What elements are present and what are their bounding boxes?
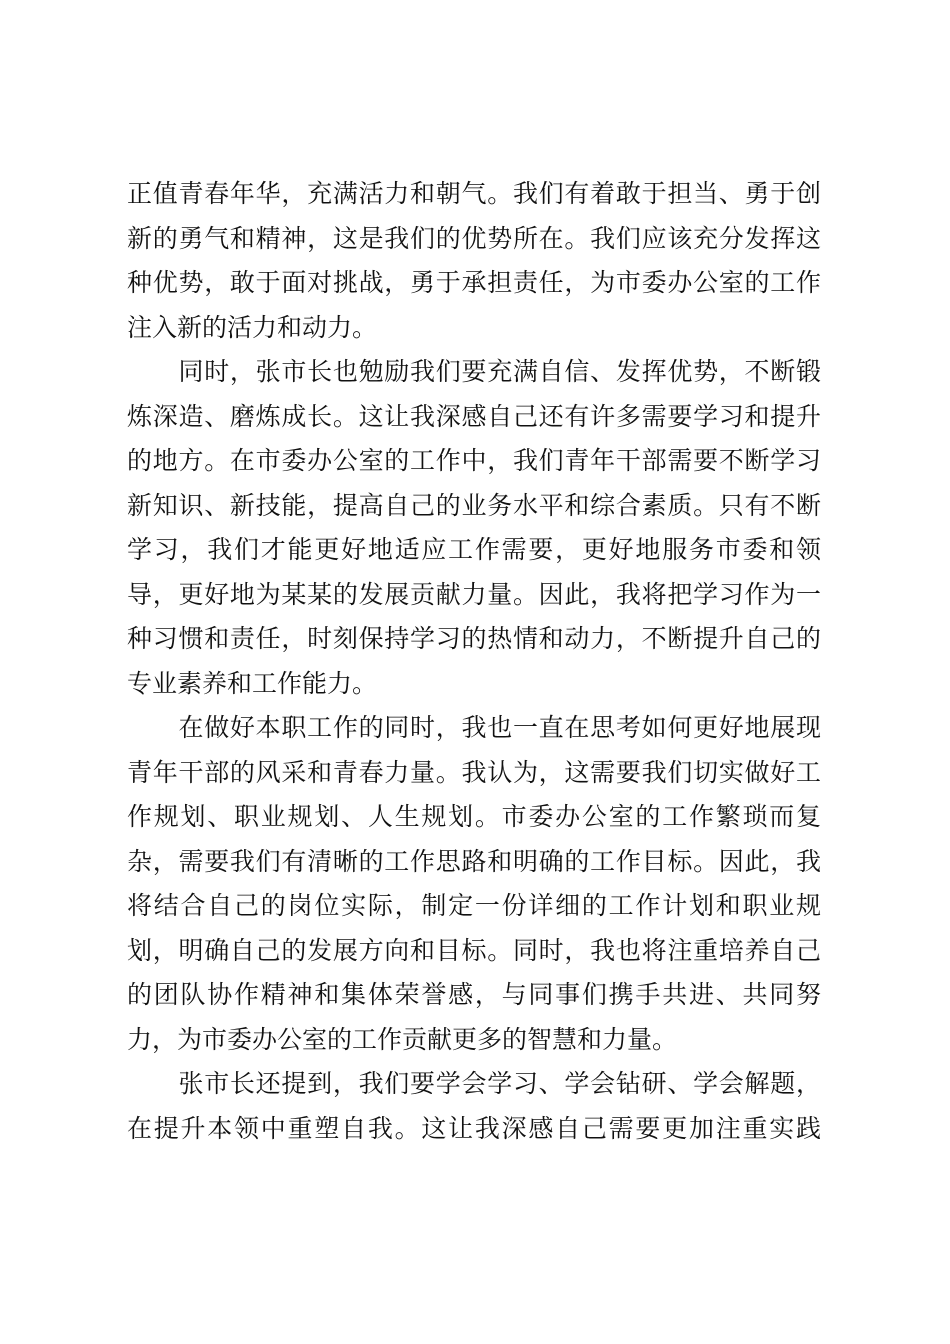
text-line: 在提升本领中重塑自我。这让我深感自己需要更加注重实践 [127,1113,821,1143]
text-line: 作规划、职业规划、人生规划。市委办公室的工作繁琐而复 [127,802,821,831]
text-line: 新知识、新技能，提高自己的业务水平和综合素质。只有不断 [127,490,821,520]
text-line: 同时，张市长也勉励我们要充满自信、发挥优势，不断锻 [127,357,821,386]
text-line: 新的勇气和精神，这是我们的优势所在。我们应该充分发挥这 [127,223,821,253]
text-line: 的地方。在市委办公室的工作中，我们青年干部需要不断学习 [127,446,821,475]
text-line: 正值青春年华，充满活力和朝气。我们有着敢于担当、勇于创 [127,179,821,208]
text-line: 种习惯和责任，时刻保持学习的热情和动力，不断提升自己的 [127,624,821,653]
text-line: 的团队协作精神和集体荣誉感，与同事们携手共进、共同努 [127,980,821,1009]
text-line: 学习，我们才能更好地适应工作需要，更好地服务市委和领 [127,535,821,564]
text-line: 专业素养和工作能力。 [127,668,378,698]
text-line: 将结合自己的岗位实际，制定一份详细的工作计划和职业规 [127,891,821,920]
document-body [127,172,821,1151]
text-line: 力，为市委办公室的工作贡献更多的智慧和力量。 [127,1024,678,1054]
text-line: 青年干部的风采和青春力量。我认为，这需要我们切实做好工 [127,757,821,787]
text-line: 在做好本职工作的同时，我也一直在思考如何更好地展现 [127,713,821,742]
text-line: 导，更好地为某某的发展贡献力量。因此，我将把学习作为一 [127,579,821,609]
text-line: 杂，需要我们有清晰的工作思路和明确的工作目标。因此，我 [127,846,821,876]
text-line: 划，明确自己的发展方向和目标。同时，我也将注重培养自己 [127,935,821,965]
text-line: 炼深造、磨炼成长。这让我深感自己还有许多需要学习和提升 [127,401,821,431]
text-line: 注入新的活力和动力。 [127,312,378,342]
text-line: 种优势，敢于面对挑战，勇于承担责任，为市委办公室的工作 [127,268,821,297]
text-line: 张市长还提到，我们要学会学习、学会钻研、学会解题， [127,1069,821,1098]
